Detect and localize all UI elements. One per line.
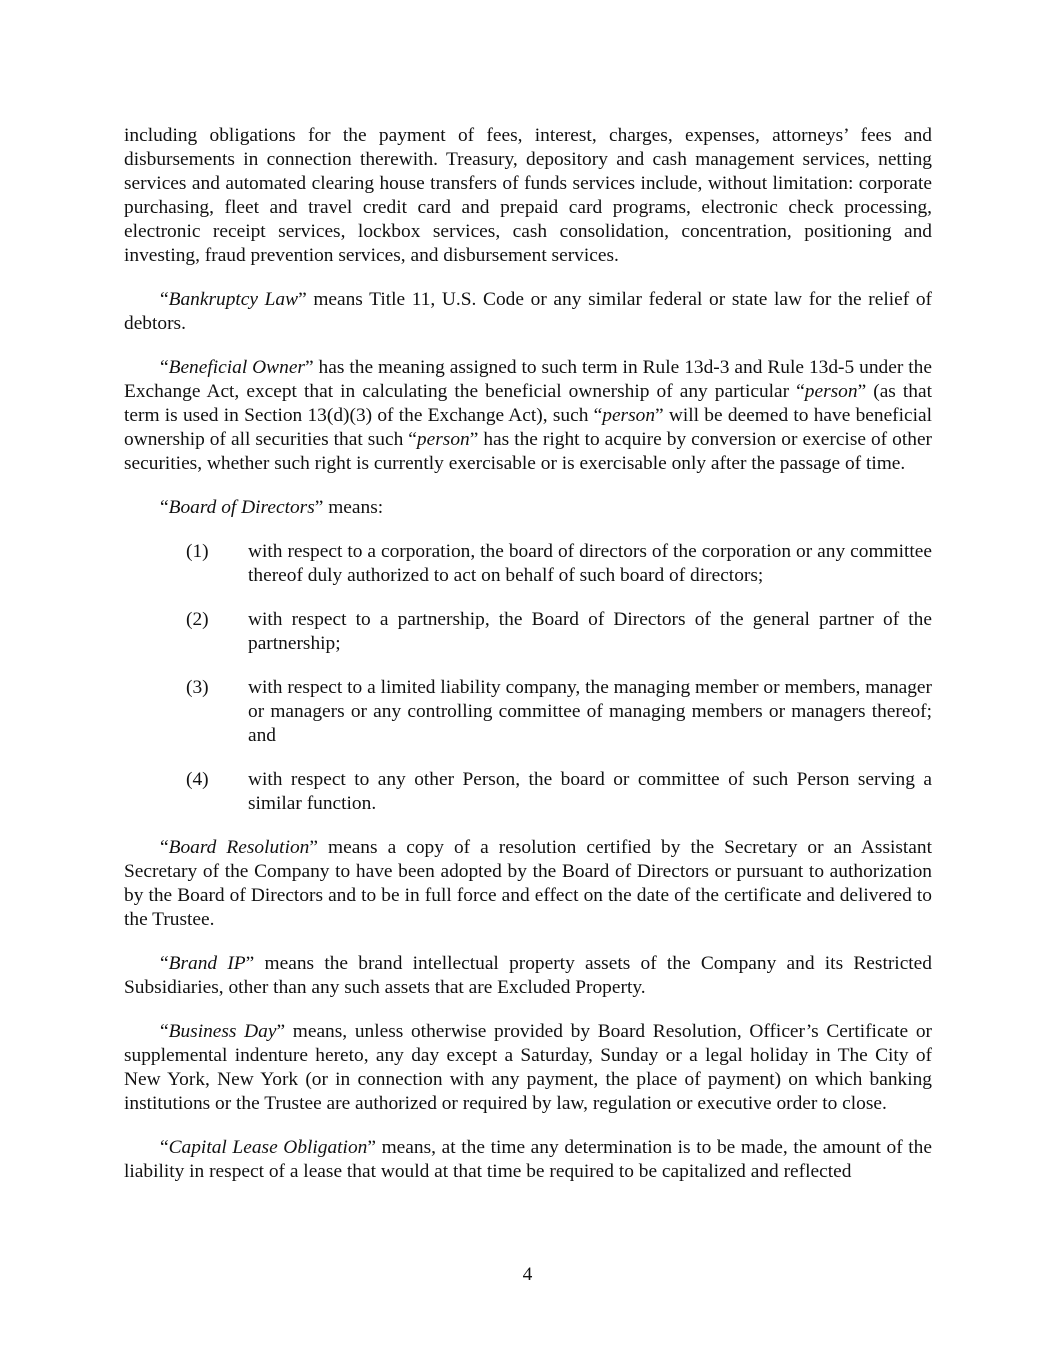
list-number: (4) (186, 769, 209, 790)
italic-term: person (416, 429, 470, 450)
defined-term: Capital Lease Obligation (168, 1137, 368, 1158)
list-text: with respect to a corporation, the board of directors of the corporation or any committee thereof duly authorized to act on behalf of such board of directors; (248, 541, 932, 586)
list-text: with respect to a partnership, the Board of Directors of the general partner of the partnership; (248, 609, 932, 654)
definition-board-resolution (124, 836, 932, 932)
list-item (124, 540, 932, 588)
definition-text: ” means a copy of a resolution certified by the Secretary or an Assistant Secretary of the Company to have been adopted by the Board of Directors or pursuant to authorization by the Board of Directors and to be in full force and effect on the date of the certificate and delivered to the Trustee. (124, 837, 932, 930)
italic-term: person (602, 405, 656, 426)
defined-term: Brand IP (168, 953, 246, 974)
list-number: (1) (186, 541, 209, 562)
definition-brand-ip (124, 952, 932, 1000)
definition-text: ” has the meaning assigned to such term in Rule 13d-3 and Rule 13d-5 under the Exchange Act, except that in calculating the beneficial ownership of any particular “ (124, 357, 932, 402)
document-page (124, 124, 932, 1184)
definition-beneficial-owner (124, 356, 932, 476)
list-item (124, 768, 932, 816)
definition-board-of-directors (124, 496, 932, 520)
quote-open: “ (160, 1021, 169, 1042)
list-item (124, 608, 932, 656)
quote-open: “ (160, 357, 169, 378)
definition-capital-lease-obligation (124, 1136, 932, 1184)
definition-text: ” means the brand intellectual property assets of the Company and its Restricted Subsidiaries, other than any such assets that are Excluded Property. (124, 953, 932, 998)
definition-business-day (124, 1020, 932, 1116)
paragraph-continuation: including obligations for the payment of fees, interest, charges, expenses, attorneys’ fees and disbursements in connection therewith. Treasury, depository and cash management services, netting services and automated clearing house transfers of funds services include, without limitation: corporate purchasing, fleet and travel credit card and prepaid card programs, electronic check processing, electronic receipt services, lockbox services, cash consolidation, concentration, positioning and investing, fraud prevention services, and disbursement services. (124, 125, 932, 266)
quote-open: “ (160, 1137, 169, 1158)
board-of-directors-list (124, 540, 932, 816)
definition-bankruptcy-law (124, 288, 932, 336)
list-text: with respect to any other Person, the board or committee of such Person serving a similar function. (248, 769, 932, 814)
quote-open: “ (160, 837, 169, 858)
page-number: 4 (522, 1264, 533, 1285)
italic-term: person (804, 381, 858, 402)
quote-open: “ (160, 289, 169, 310)
definition-text: ” has the right to acquire by conversion or exercise of other securities, whether such right is currently exercisable or is exercisable only after the passage of time. (124, 429, 933, 474)
defined-term: Board Resolution (168, 837, 310, 858)
defined-term: Business Day (168, 1021, 277, 1042)
defined-term: Beneficial Owner (168, 357, 305, 378)
definition-text: ” means: (314, 497, 384, 518)
defined-term: Bankruptcy Law (168, 289, 299, 310)
list-number: (3) (186, 677, 209, 698)
list-text: with respect to a limited liability company, the managing member or members, manager or managers or any controlling committee of managing members or managers thereof; and (248, 677, 932, 746)
definition-text: ” will be deemed to have beneficial ownership of all securities that such “ (124, 405, 933, 450)
quote-open: “ (160, 497, 169, 518)
definition-text: ” means, at the time any determination is to be made, the amount of the liability in respect of a lease that would at that time be required to be capitalized and reflected (124, 1137, 932, 1182)
quote-open: “ (160, 953, 169, 974)
defined-term: Board of Directors (168, 497, 315, 518)
definition-text: ” means, unless otherwise provided by Board Resolution, Officer’s Certificate or supplemental indenture hereto, any day except a Saturday, Sunday or a legal holiday in The City of New York, New York (or in connection with any payment, the place of payment) on which banking institutions or the Trustee are authorized or required by law, regulation or executive order to close. (124, 1021, 932, 1114)
list-item (124, 676, 932, 748)
definition-text: ” means Title 11, U.S. Code or any similar federal or state law for the relief of debtors. (124, 289, 933, 334)
definition-text: ” (as that term is used in Section 13(d)(3) of the Exchange Act), such “ (124, 381, 932, 426)
list-number: (2) (186, 609, 209, 630)
